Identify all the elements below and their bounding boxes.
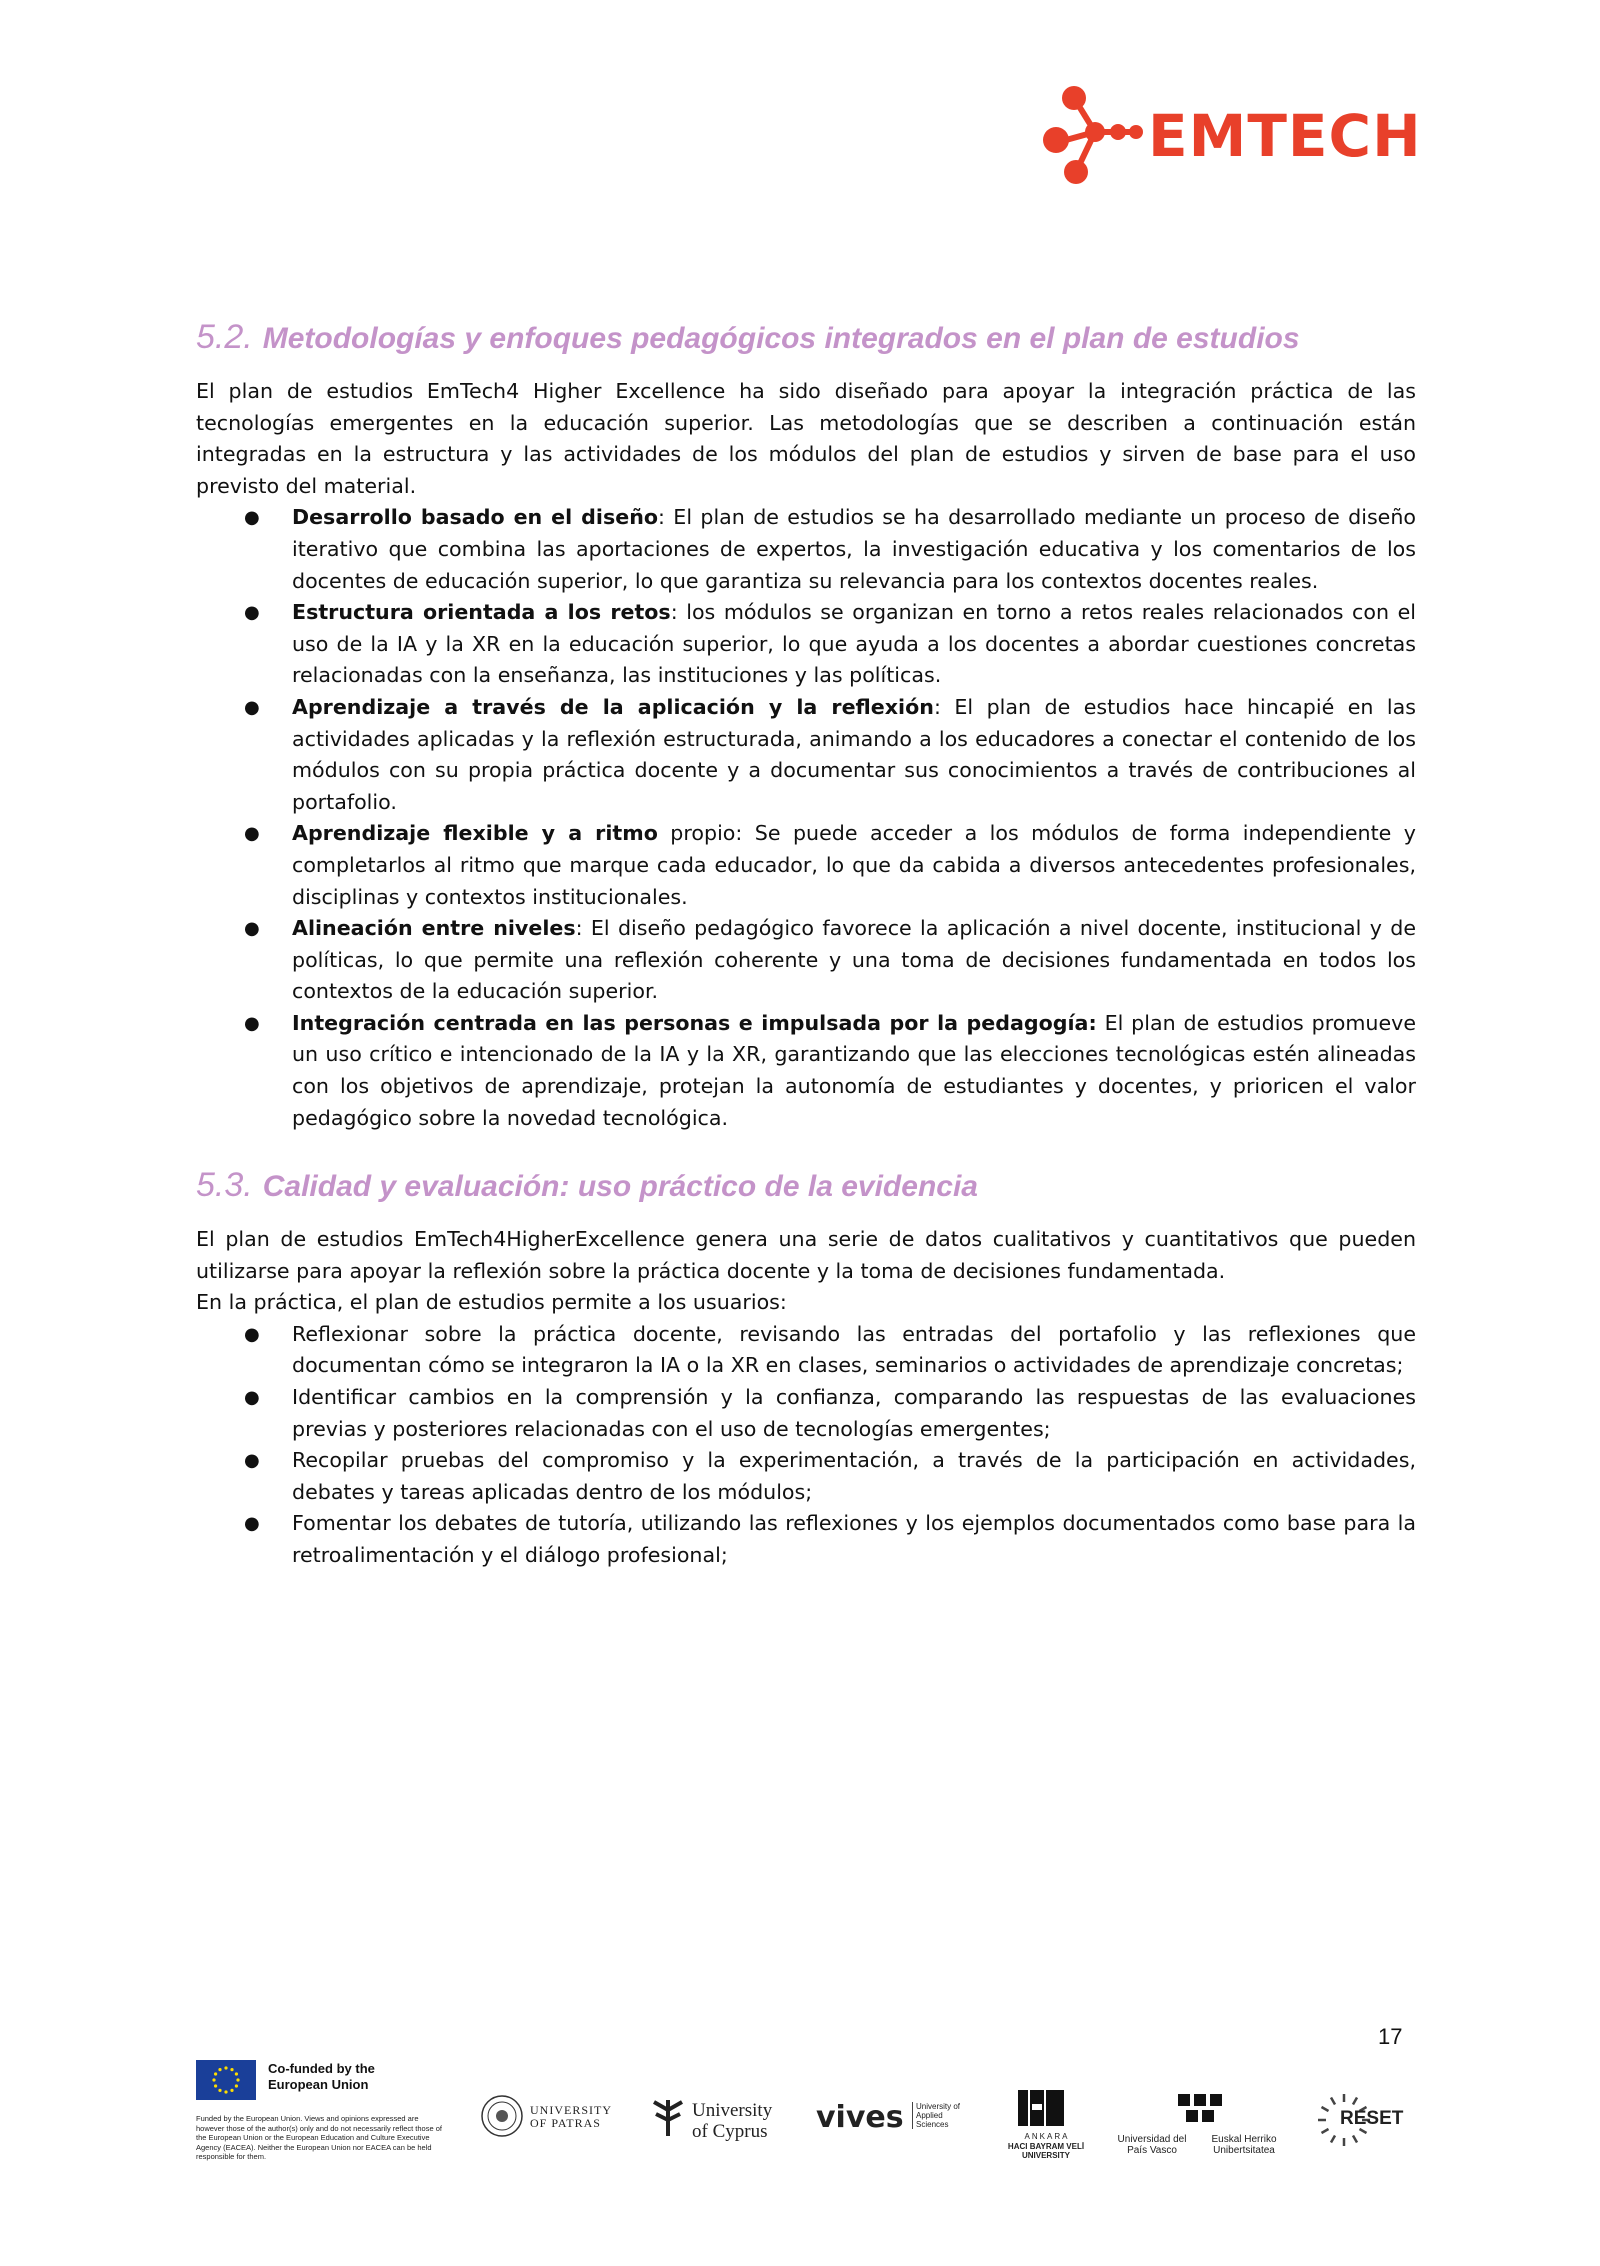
section-title <box>196 1164 1416 1208</box>
section-5-2 <box>196 316 1416 1134</box>
eu-cofunded-label: Co-funded by the European Union <box>268 2061 375 2092</box>
section-intro: El plan de estudios EmTech4HigherExcellence genera una serie de datos cualitativos y cuantitativos que pueden utilizarse para apoyar la reflexión sobre la práctica docente y la toma de decisiones fundamentada. <box>196 1227 1416 1283</box>
bullet-icon: ● <box>244 1513 260 1535</box>
list-item <box>196 1008 1416 1134</box>
molecule-icon <box>1040 80 1150 190</box>
list-item-term: Aprendizaje flexible y a ritmo <box>292 821 658 846</box>
logo-text: EMTECH <box>1148 102 1422 170</box>
vives-name: vives <box>816 2100 904 2135</box>
list-item-term: Aprendizaje a través de la aplicación y la reflexión <box>292 694 934 719</box>
section-number: 5.3. <box>196 1166 253 1204</box>
vives-subtitle: University of Applied Sciences <box>912 2102 962 2129</box>
list-item-text: : El plan de estudios hace hincapié en las actividades aplicadas y la reflexión estructurada, animando a los educadores a conectar el contenido de los módulos con su propia práctica docente y a documentar sus conocimientos a través de contribuciones al portafolio. <box>292 694 1416 814</box>
section-number: 5.2. <box>196 318 253 356</box>
list-item-text: Identificar cambios en la comprensión y la confianza, comparando las respuestas de las evaluaciones previas y posteriores relacionadas con el uso de tecnologías emergentes; <box>292 1384 1416 1441</box>
patras-name: UNIVERSITY OF PATRAS <box>530 2103 612 2130</box>
list-item-term: Integración centrada en las personas e impulsada por la pedagogía: <box>292 1010 1097 1035</box>
page-number: 17 <box>1378 2024 1403 2049</box>
list-item <box>196 1319 1416 1382</box>
list-item-text: Fomentar los debates de tutoría, utilizando las reflexiones y los ejemplos documentados como base para la retroalimentación y el diálogo profesional; <box>292 1511 1416 1567</box>
hbv-name: HACI BAYRAM VELİ UNIVERSITY <box>1007 2142 1085 2160</box>
cyprus-name: University of Cyprus <box>692 2100 773 2142</box>
section-title-text: Calidad y evaluación: uso práctico de la evidencia <box>262 1170 978 1203</box>
bullet-icon: ● <box>244 823 260 845</box>
list-item-text: Reflexionar sobre la práctica docente, revisando las entradas del portafolio y las reflexiones que documentan cómo se integraron la IA o la XR en clases, seminarios o actividades de aprendizaje concretas; <box>292 1321 1416 1378</box>
list-item <box>196 502 1416 597</box>
bullet-icon: ● <box>244 1323 260 1345</box>
bullet-icon: ● <box>244 1386 260 1408</box>
bullet-icon: ● <box>244 602 260 624</box>
list-item-text: : los módulos se organizan en torno a retos reales relacionados con el uso de la IA y la XR en la educación superior, lo que ayuda a los docentes a abordar cuestiones concretas relacionadas con la enseñanza, las instituciones y las políticas. <box>292 600 1416 688</box>
emtech-logo <box>1040 80 1420 190</box>
list-item <box>196 913 1416 1008</box>
list-item-text: : El plan de estudios se ha desarrollado mediante un proceso de diseño iterativo que combina las aportaciones de expertos, la investigación educativa y los comentarios de los docentes de educación superior, lo que garantiza su relevancia para los contextos docentes reales. <box>292 505 1416 593</box>
bullet-icon: ● <box>244 918 260 940</box>
list-item <box>196 1382 1416 1445</box>
eu-disclaimer: Funded by the European Union. Views and opinions expressed are however those of the author(s) only and do not necessarily reflect those of the European Union or the European Education and Culture Executive Agency (EACEA). Neither the European Union nor EACEA can be held responsible for them. <box>196 2114 442 2161</box>
list-item <box>196 597 1416 692</box>
list-item-text: Recopilar pruebas del compromiso y la experimentación, a través de la participación en actividades, debates y tareas aplicadas dentro de los módulos; <box>292 1448 1416 1504</box>
bullet-icon: ● <box>244 1012 260 1034</box>
section-lead: En la práctica, el plan de estudios permite a los usuarios: <box>196 1290 787 1315</box>
list-item-text: : El diseño pedagógico favorece la aplicación a nivel docente, institucional y de políticas, lo que permite una reflexión coherente y una toma de decisiones fundamentada en todos los contextos de la educación superior. <box>292 916 1416 1004</box>
section-intro: El plan de estudios EmTech4 Higher Excellence ha sido diseñado para apoyar la integración práctica de las tecnologías emergentes en la educación superior. Las metodologías que se describen a continuación están integradas en la estructura y las actividades de los módulos del plan de estudios y sirven de base para el uso previsto del material. <box>196 379 1416 498</box>
upv-name-eu: Euskal Herriko Unibertsitatea <box>1211 2134 1277 2156</box>
bullet-icon: ● <box>244 1450 260 1472</box>
section-title <box>196 316 1416 360</box>
methodology-list <box>196 502 1416 1134</box>
eu-flag-icon <box>196 2060 256 2100</box>
list-item <box>196 818 1416 913</box>
section-title-text: Metodologías y enfoques pedagógicos integrados en el plan de estudios <box>262 322 1300 355</box>
usage-list <box>196 1319 1416 1572</box>
list-item <box>196 1508 1416 1571</box>
list-item <box>196 1445 1416 1508</box>
list-item <box>196 692 1416 818</box>
list-item-text: El plan de estudios promueve un uso crítico e intencionado de la IA y la XR, garantizando que las elecciones tecnológicas estén alineadas con los objetivos de aprendizaje, protejan la autonomía de estudiantes y docentes, y prioricen el valor pedagógico sobre la novedad tecnológica. <box>292 1010 1416 1130</box>
list-item-text: propio: Se puede acceder a los módulos de forma independiente y completarlos al ritmo que marque cada educador, lo que da cabida a diversos antecedentes profesionales, disciplinas y contextos institucionales. <box>292 821 1416 909</box>
hbv-city: ANKARA <box>1024 2132 1070 2141</box>
bullet-icon: ● <box>244 696 260 718</box>
section-5-3 <box>196 1164 1416 1572</box>
reset-name: RESET <box>1340 2108 1404 2129</box>
upv-name-es: Universidad del País Vasco <box>1117 2134 1187 2156</box>
list-item-term: Alineación entre niveles <box>292 916 576 941</box>
bullet-icon: ● <box>244 507 260 529</box>
list-item-term: Estructura orientada a los retos <box>292 600 671 625</box>
list-item-term: Desarrollo basado en el diseño <box>292 505 659 530</box>
footer <box>196 2060 1426 2210</box>
